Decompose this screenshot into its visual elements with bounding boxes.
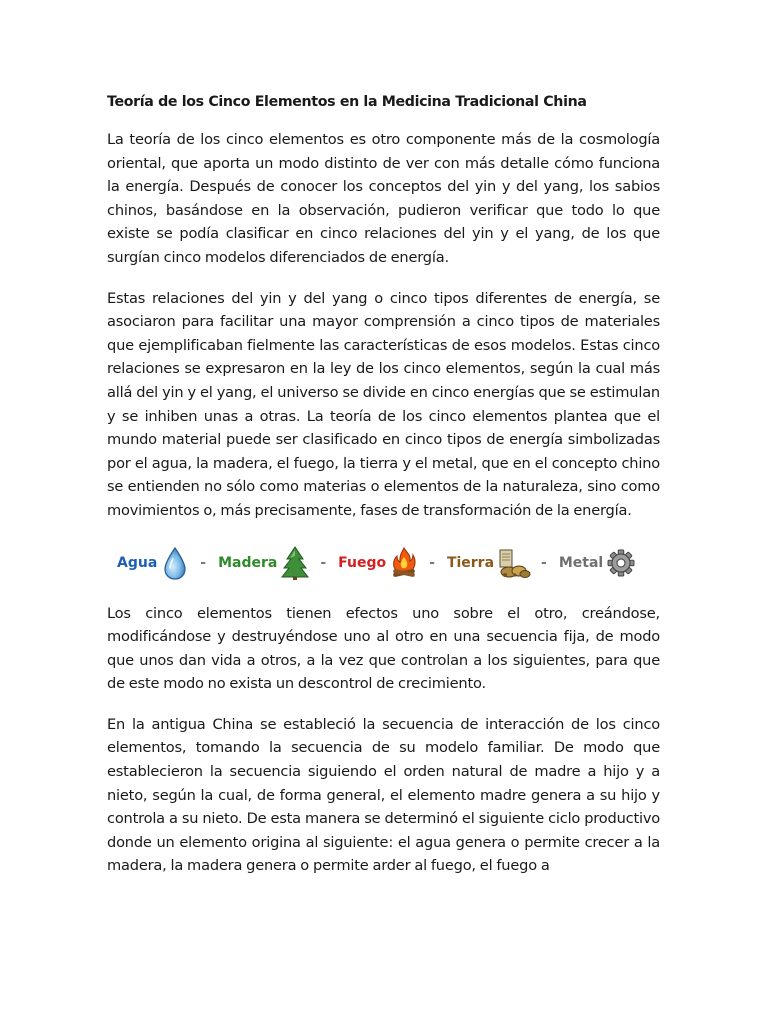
separator: - [320,554,327,571]
paragraph-2: Estas relaciones del yin y del yang o cinco tipos diferentes de energía, se asociaron para facilitar una mayor comprensión a cinco tipos de materiales que ejemplificaban fielmente las características de esos modelos. Estas cinco relaciones se expresaron en la ley de los cinco elementos, según la cual más allá del yin y el yang, el universo se divide en cinco energías que se estimulan y se inhiben unas a otras. La teoría de los cinco elementos plantea que el mundo material puede ser clasificado en cinco tipos de energía simbolizadas por el agua, la madera, el fuego, la tierra y el metal, que en el concepto chino se entienden no sólo como materias o elementos de la naturaleza, sino como movimientos o, más precisamente, fases de transformación de la energía. [107,289,660,519]
paragraph-1: La teoría de los cinco elementos es otro componente más de la cosmología oriental, que aporta un modo distinto de ver con más detalle cómo funciona la energía. Después de conocer los conceptos del yin y del yang, los sabios chinos, basándose en la observación, pudieron verificar que todo lo que existe se podía clasificar en cinco relaciones del yin y el yang, de los que surgían cinco modelos diferenciados de energía. [107,131,660,266]
separator: - [429,554,435,571]
five-elements-figure [117,540,660,586]
element-label-agua: Agua [117,554,158,571]
gear-icon [606,545,636,581]
separator: - [200,554,207,571]
earth-rocks-icon [497,545,531,581]
element-label-metal: Metal [558,554,604,571]
campfire-icon [389,545,419,581]
element-label-tierra: Tierra [446,554,495,571]
element-label-madera: Madera [218,554,278,571]
separator: - [541,554,547,571]
document-title: Teoría de los Cinco Elementos en la Medicina Tradicional China [107,94,587,110]
pine-tree-icon [280,545,310,581]
paragraph-3: Los cinco elementos tienen efectos uno sobre el otro, creándose, modificándose y destruyéndose uno al otro en una secuencia fija, de modo que unos dan vida a otros, a la vez que controlan a los siguientes, para que de este modo no exista un descontrol de crecimiento. [107,604,660,693]
element-label-fuego: Fuego [338,554,387,571]
document-page [107,92,660,895]
paragraph-4: En la antigua China se estableció la secuencia de interacción de los cinco elementos, tomando la secuencia de su modelo familiar. De modo que establecieron la secuencia siguiendo el orden natural de madre a hijo y a nieto, según la cual, de forma general, el elemento madre genera a su hijo y controla a su nieto. De esta manera se determinó el siguiente ciclo productivo donde un elemento origina al siguiente: el agua genera o permite crecer a la madera, la madera genera o permite arder al fuego, el fuego a [107,715,660,875]
water-drop-icon [160,545,190,581]
